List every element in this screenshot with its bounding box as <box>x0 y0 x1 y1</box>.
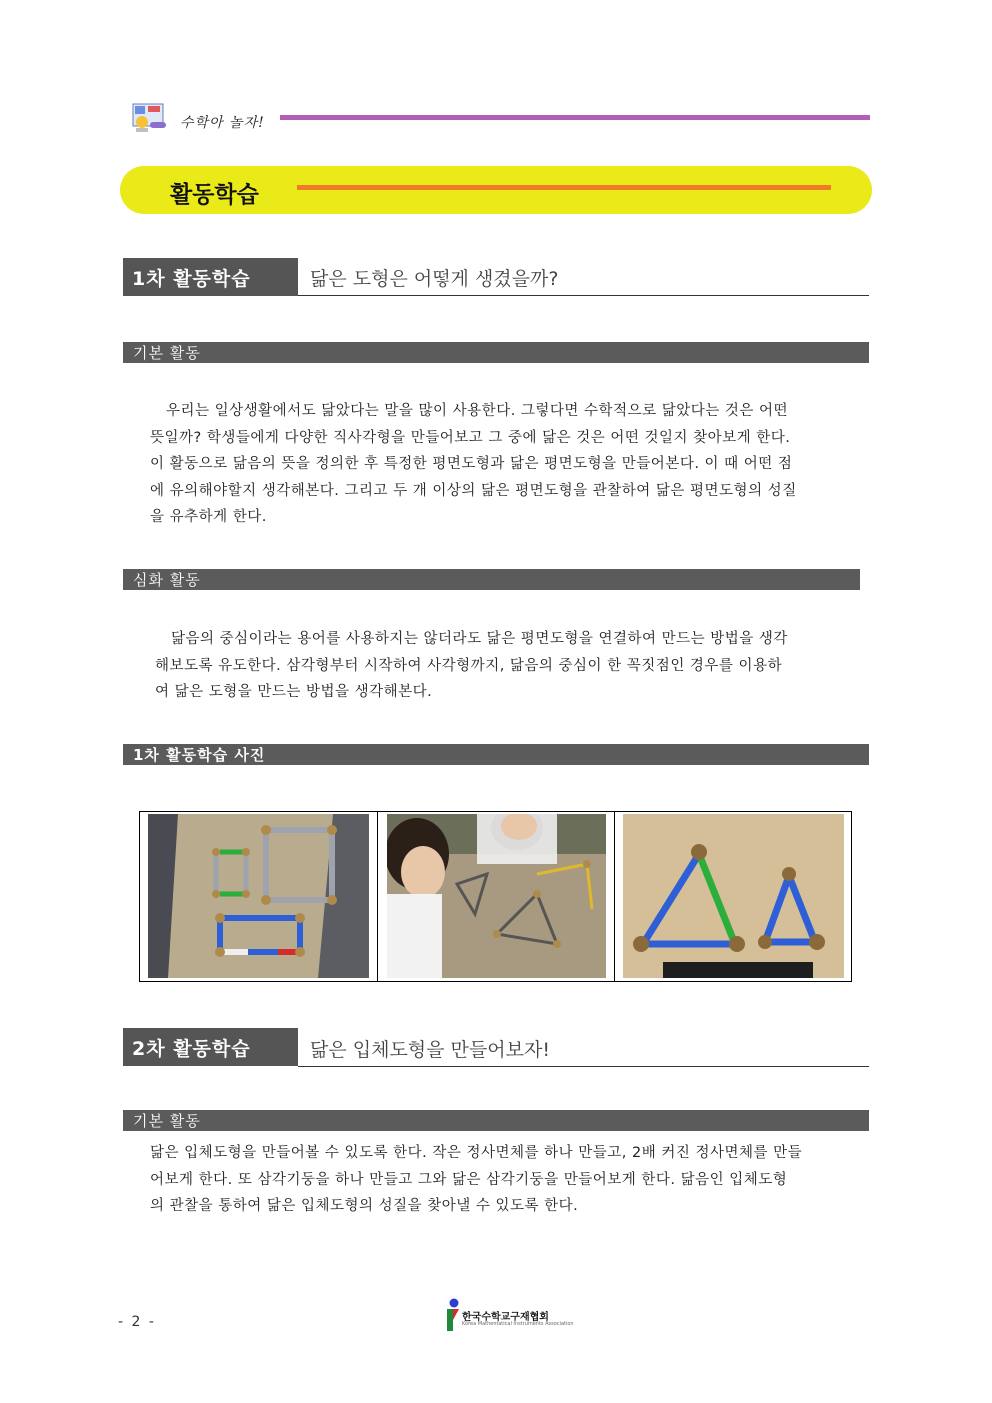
page-number: - 2 - <box>118 1314 156 1330</box>
advanced-activity-text <box>155 626 872 706</box>
header-rule <box>280 115 870 120</box>
text-line: 해보도록 유도한다. 삼각형부터 시작하여 사각형까지, 닮음의 중심이 한 꼭짓점인 경우를 이용하 <box>155 657 783 674</box>
photo-triangles <box>623 814 844 978</box>
section1-label: 1차 활동학습 <box>123 258 298 296</box>
basic-activity-text <box>150 398 872 531</box>
org-subtitle: Korea Mathematical Instruments Association <box>462 1321 574 1327</box>
text-line: 뜻일까? 학생들에게 다양한 직사각형을 만들어보고 그 중에 닮은 것은 어떤 것일지 찾아보게 한다. <box>150 429 791 446</box>
text-line: 이 활동으로 닮음의 뜻을 정의한 후 특정한 평면도형과 닮은 평면도형을 만들어본다. 이 때 어떤 점 <box>150 456 793 472</box>
text-line: 우리는 일상생활에서도 닮았다는 말을 많이 사용한다. 그렇다면 수학적으로 닮았다는 것은 어떤 <box>166 403 788 419</box>
section2-label: 2차 활동학습 <box>123 1028 298 1066</box>
photos-bar: 1차 활동학습 사진 <box>123 744 869 765</box>
text-line: 닮은 입체도형을 만들어볼 수 있도록 한다. 작은 정사면체를 하나 만들고, 2배 커진 정사면체를 만들 <box>150 1145 803 1161</box>
basic-activity-bar: 기본 활동 <box>123 342 869 363</box>
photo-divider <box>377 811 378 982</box>
text-line: 을 유추하게 한다. <box>150 509 267 525</box>
photo-rectangles <box>148 814 369 978</box>
banner-rule <box>297 185 831 190</box>
photo-divider <box>614 811 615 982</box>
text-line: 어보게 한다. 또 삼각기둥을 하나 만들고 그와 닮은 삼각기둥을 만들어보게 한다. 닮음인 입체도형 <box>150 1171 788 1188</box>
org-logo-icon <box>446 1298 460 1332</box>
section2-basic-bar: 기본 활동 <box>123 1110 869 1131</box>
header-logo-icon <box>132 102 168 134</box>
section2-basic-text <box>150 1140 872 1220</box>
text-line: 닮음의 중심이라는 용어를 사용하지는 않더라도 닮은 평면도형을 연결하여 만드는 방법을 생각 <box>171 631 788 647</box>
section1-subtitle: 닮은 도형은 어떻게 생겼을까? <box>310 268 559 290</box>
header-title: 수학아 놀자! <box>180 115 265 131</box>
advanced-activity-bar: 심화 활동 <box>123 569 860 590</box>
section2-rule <box>298 1066 869 1067</box>
text-line: 의 관찰을 통하여 닮은 입체도형의 성질을 찾아낼 수 있도록 한다. <box>150 1198 579 1214</box>
section1-rule <box>298 295 869 296</box>
org-name: 한국수학교구재협회 <box>462 1312 549 1323</box>
banner-title: 활동학습 <box>170 182 259 208</box>
text-line: 여 닮은 도형을 만드는 방법을 생각해본다. <box>155 684 433 700</box>
section2-subtitle: 닮은 입체도형을 만들어보자! <box>310 1039 550 1061</box>
text-line: 에 유의해야할지 생각해본다. 그리고 두 개 이상의 닮은 평면도형을 관찰하여 닮은 평면도형의 성질 <box>150 482 797 499</box>
photo-students <box>387 814 606 978</box>
